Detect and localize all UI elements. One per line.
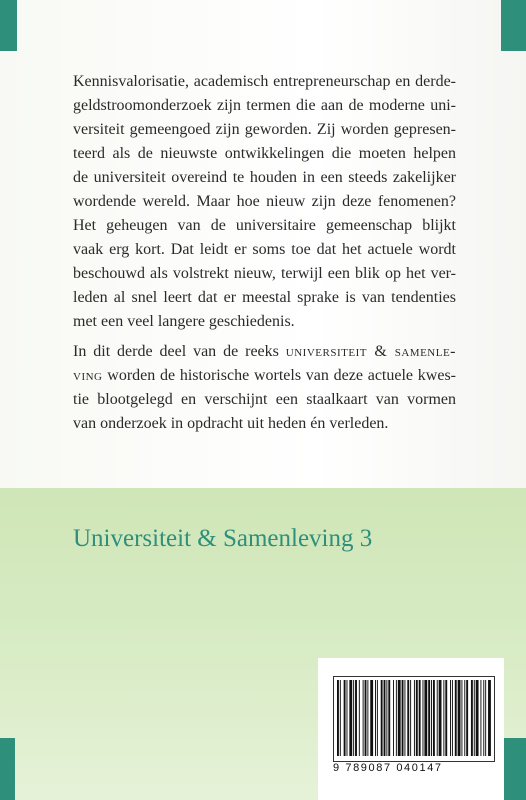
barcode-bar xyxy=(347,680,348,756)
barcode-bar xyxy=(474,680,475,756)
barcode-bar xyxy=(445,680,447,756)
barcode-bar xyxy=(419,680,421,756)
blurb-line: de universiteit overeind te houden in een steeds zakelijker xyxy=(73,169,456,186)
barcode-bar xyxy=(404,680,405,756)
barcode-bar xyxy=(344,680,346,756)
blurb-line: Het geheugen van de universitaire gemeenschap blijkt xyxy=(73,217,456,234)
barcode-bar xyxy=(455,680,457,756)
barcode-bar xyxy=(381,680,383,756)
barcode-bar xyxy=(480,680,481,756)
barcode-bar xyxy=(423,680,424,756)
barcode-bar xyxy=(365,680,367,756)
series-title: Universiteit & Samenleving 3 xyxy=(73,525,373,552)
accent-block-top-left xyxy=(0,0,17,51)
blurb-line xyxy=(73,364,456,388)
series-name-smallcaps: universiteit & samenle- xyxy=(285,343,457,360)
blurb-line: geldstroomonderzoek zijn termen die aan de moderne uni- xyxy=(73,97,456,114)
blurb-line: van onderzoek in opdracht uit heden én verleden. xyxy=(73,415,389,432)
barcode-bar xyxy=(407,680,409,756)
barcode-bar xyxy=(431,680,432,756)
barcode-bar xyxy=(424,680,427,756)
barcode-bar xyxy=(485,680,486,756)
blurb-line: versiteit gemeengoed zijn geworden. Zij worden gepresen- xyxy=(73,121,456,138)
barcode-bar xyxy=(437,680,438,756)
barcode-bar xyxy=(386,680,387,756)
barcode-bar xyxy=(476,680,479,756)
blurb-line xyxy=(73,340,456,364)
barcode-bar xyxy=(464,680,465,756)
barcode-bar xyxy=(466,680,468,756)
barcode-bar xyxy=(384,680,386,756)
accent-block-top-right xyxy=(501,0,526,51)
barcode-bar xyxy=(433,680,435,756)
accent-block-bottom-left xyxy=(0,738,15,800)
blurb-text-span: worden de historische wortels van deze actuele kwes- xyxy=(102,367,456,384)
blurb-line: vaak erg kort. Dat leidt er soms toe dat het actuele wordt xyxy=(73,241,456,258)
blurb-line: teerd als de nieuwste ontwikkelingen die moeten helpen xyxy=(73,145,456,162)
barcode-bar xyxy=(416,680,418,756)
barcode-bar xyxy=(410,680,411,756)
barcode-bar xyxy=(375,680,376,756)
barcode-bar xyxy=(439,680,442,756)
barcode-panel xyxy=(318,658,504,800)
blurb-line: Kennisvalorisatie, academisch entrepreneurschap en derde- xyxy=(73,73,456,90)
barcode-bar xyxy=(370,680,373,756)
blurb-text-span: In dit derde deel van de reeks xyxy=(73,343,286,360)
barcode-bar xyxy=(483,680,484,756)
barcode-bar xyxy=(353,680,354,756)
blurb-line: wordende wereld. Maar hoe nieuw zijn deze fenomenen? xyxy=(73,193,456,210)
barcode-bar xyxy=(450,680,451,756)
series-name-smallcaps: ving xyxy=(73,367,103,384)
barcode-bar xyxy=(396,680,397,756)
barcode-bar xyxy=(458,680,461,756)
blurb-line: met een veel langere geschiedenis. xyxy=(73,313,295,330)
barcode-bar xyxy=(359,680,360,756)
barcode-bar xyxy=(461,680,462,756)
isbn-number: 9 789087 040147 xyxy=(333,762,443,774)
blurb-line: tie blootgelegd en verschijnt een staalkaart van vormen xyxy=(73,391,456,408)
barcode-bar xyxy=(337,680,339,756)
accent-block-bottom-right xyxy=(504,738,526,800)
barcode-icon xyxy=(335,678,491,758)
barcode-bar xyxy=(363,680,364,756)
barcode-bar xyxy=(340,680,341,756)
barcode-bar xyxy=(388,680,390,756)
barcode-bar xyxy=(452,680,453,756)
barcode-bar xyxy=(428,680,430,756)
barcode-bar xyxy=(398,680,401,756)
barcode-bar xyxy=(355,680,357,756)
blurb-text xyxy=(73,70,456,436)
blurb-line: beschouwd als volstrekt nieuw, terwijl een blik op het ver- xyxy=(73,265,456,282)
barcode-bar xyxy=(471,680,473,756)
barcode-bar xyxy=(349,680,352,756)
barcode-bar xyxy=(402,680,404,756)
barcode-bar xyxy=(414,680,415,756)
barcode-bar xyxy=(488,680,491,756)
barcode-bar xyxy=(393,680,394,756)
blurb-line: leden al snel leert dat er meestal sprake is van tendenties xyxy=(73,289,456,306)
barcode-bar xyxy=(443,680,444,756)
barcode-bar xyxy=(377,680,378,756)
barcode-bar xyxy=(367,680,368,756)
